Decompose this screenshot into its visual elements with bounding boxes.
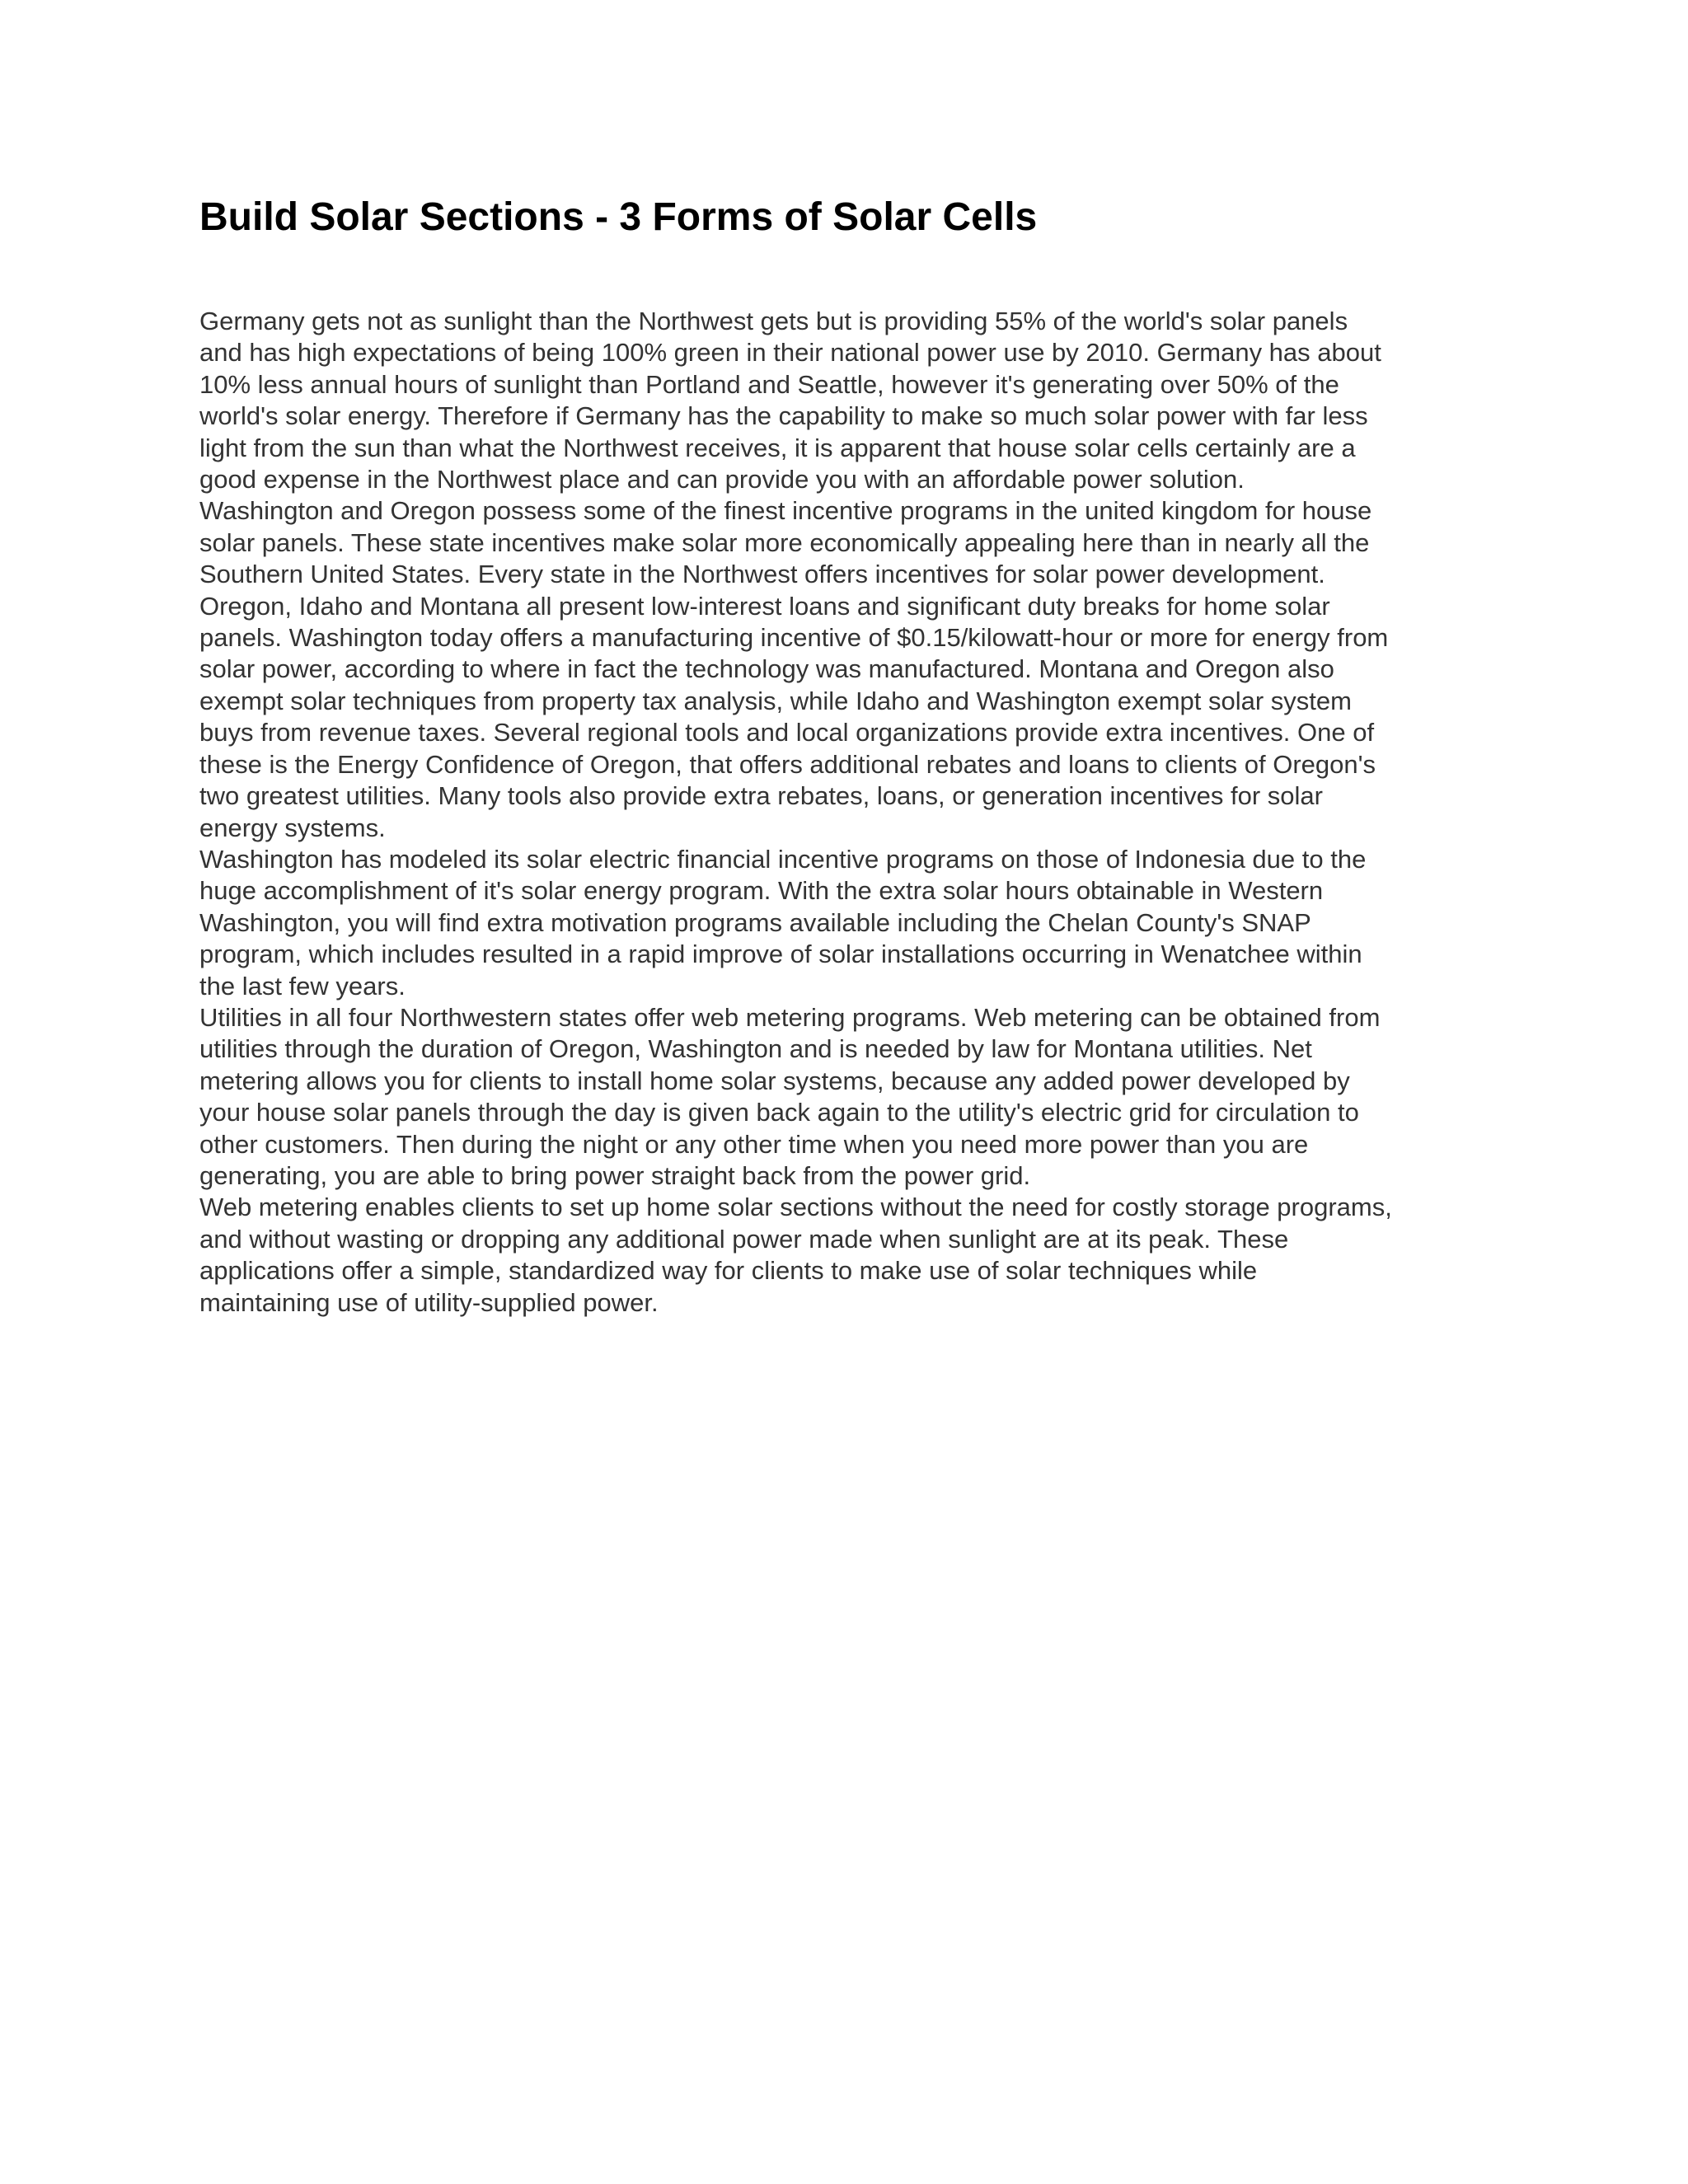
body-line: 10% less annual hours of sunlight than Portland and Seattle, however it's generating over 50% of the [199, 369, 1339, 399]
body-line: program, which includes resulted in a rapid improve of solar installations occurring in Wenatchee within [199, 940, 1362, 969]
body-line: Germany gets not as sunlight than the Northwest gets but is providing 55% of the world's solar panels [199, 307, 1348, 335]
body-line: metering allows you for clients to install home solar systems, because any added power developed by [199, 1066, 1350, 1095]
body-line: good expense in the Northwest place and can provide you with an affordable power solution. [199, 465, 1245, 494]
body-line: energy systems. [199, 813, 386, 842]
body-line: other customers. Then during the night or any other time when you need more power than you are [199, 1129, 1309, 1159]
body-line: exempt solar techniques from property tax analysis, while Idaho and Washington exempt solar system [199, 686, 1352, 715]
body-line: panels. Washington today offers a manufacturing incentive of $0.15/kilowatt-hour or more for energy from [199, 623, 1389, 653]
document-content [199, 191, 1502, 1319]
body-line: Utilities in all four Northwestern states offer web metering programs. Web metering can be obtained from [199, 1002, 1381, 1032]
body-line: buys from revenue taxes. Several regional tools and local organizations provide extra incentives. One of [199, 718, 1375, 748]
body-line: Washington has modeled its solar electric financial incentive programs on those of Indonesia due to the [199, 844, 1367, 874]
body-line: world's solar energy. Therefore if Germany has the capability to make so much solar power with far less [199, 401, 1368, 431]
body-line: these is the Energy Confidence of Oregon, that offers additional rebates and loans to clients of Oregon's [199, 749, 1376, 779]
body-line: Washington, you will find extra motivation programs available including the Chelan County's SNAP [199, 907, 1311, 937]
document-title: Build Solar Sections - 3 Forms of Solar Cells [199, 195, 1038, 239]
body-line: and without wasting or dropping any additional power made when sunlight are at its peak. These [199, 1224, 1289, 1254]
body-line: Washington and Oregon possess some of the finest incentive programs in the united kingdom for house [199, 496, 1372, 526]
body-line: solar power, according to where in fact the technology was manufactured. Montana and Oregon also [199, 654, 1334, 684]
body-line: maintaining use of utility-supplied power. [199, 1287, 659, 1317]
body-line: two greatest utilities. Many tools also provide extra rebates, loans, or generation incentives for solar [199, 781, 1323, 811]
body-line: light from the sun than what the Northwest receives, it is apparent that house solar cells certainly are a [199, 433, 1356, 462]
body-line: the last few years. [199, 971, 406, 1001]
body-line: Oregon, Idaho and Montana all present low-interest loans and significant duty breaks for home solar [199, 591, 1330, 621]
body-line: Southern United States. Every state in the Northwest offers incentives for solar power development. [199, 560, 1325, 589]
body-line: Web metering enables clients to set up home solar sections without the need for costly storage programs, [199, 1193, 1392, 1222]
body-line: and has high expectations of being 100% green in their national power use by 2010. Germany has about [199, 338, 1381, 368]
body-line: solar panels. These state incentives make solar more economically appealing here than in nearly all the [199, 527, 1370, 557]
body-line: applications offer a simple, standardized way for clients to make use of solar techniques while [199, 1256, 1258, 1286]
body-line: generating, you are able to bring power straight back from the power grid. [199, 1160, 1031, 1190]
document-body [199, 306, 1502, 1319]
body-line: utilities through the duration of Oregon, Washington and is needed by law for Montana utilities. Net [199, 1034, 1312, 1064]
body-line: huge accomplishment of it's solar energy program. With the extra solar hours obtainable in Western [199, 876, 1324, 906]
body-line: your house solar panels through the day is given back again to the utility's electric grid for circulation to [199, 1098, 1359, 1127]
